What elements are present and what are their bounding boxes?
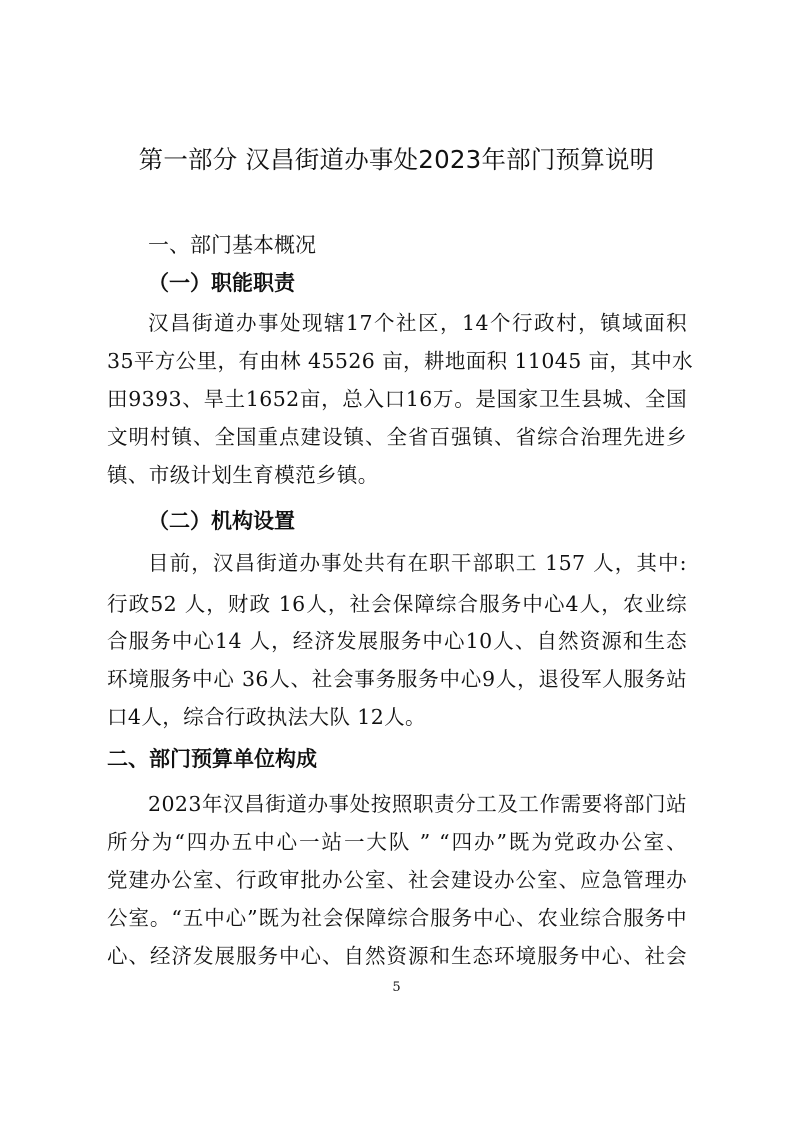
paragraph-line: 行政52 人，财政 16人，社会保障综合服务中心4人，农业综 [107, 592, 687, 616]
paragraph-line: 2023年汉昌街道办事处按照职责分工及工作需要将部门站 [148, 792, 687, 816]
section-2-heading: 二、部门预算单位构成 [107, 747, 317, 771]
paragraph-line: 环境服务中心 36人、社会事务服务中心9人，退役军人服务站 [107, 667, 687, 691]
paragraph-line: 镇、市级计划生育模范乡镇。 [107, 463, 379, 487]
paragraph-line: 文明村镇、全国重点建设镇、全省百强镇、省综合治理先进乡 [107, 425, 687, 449]
paragraph-line: 公室。“五中心”既为社会保障综合服务中心、农业综合服务中 [107, 906, 687, 930]
paragraph-line: 汉昌街道办事处现辖17个社区，14个行政村，镇域面积 [148, 311, 687, 335]
paragraph-line: 所分为“四办五中心一站一大队 ” “四办”既为党政办公室、 [107, 830, 687, 854]
paragraph-line: 党建办公室、行政审批办公室、社会建设办公室、应急管理办 [107, 868, 687, 892]
page-number: 5 [392, 980, 401, 995]
paragraph-line: 目前，汉昌街道办事处共有在职干部职工 157 人，其中: [148, 551, 687, 575]
section-1-heading: 一、部门基本概况 [148, 233, 316, 257]
paragraph-line: 心、经济发展服务中心、自然资源和生态环境服务中心、社会 [107, 944, 687, 968]
paragraph-line: 田9393、旱土1652亩，总入口16万。是国家卫生县城、全国 [107, 387, 687, 411]
subsection-1-heading: （一）职能职责 [148, 271, 295, 295]
subsection-2-heading: （二）机构设置 [148, 509, 295, 533]
paragraph-line: 合服务中心14 人，经济发展服务中心10人、自然资源和生态 [107, 629, 687, 653]
page-title: 第一部分 汉昌街道办事处2023年部门预算说明 [138, 145, 655, 174]
paragraph-line: 口4人，综合行政执法大队 12人。 [107, 705, 426, 729]
paragraph-line: 35平方公里，有由林 45526 亩，耕地面积 11045 亩，其中水 [107, 349, 694, 373]
